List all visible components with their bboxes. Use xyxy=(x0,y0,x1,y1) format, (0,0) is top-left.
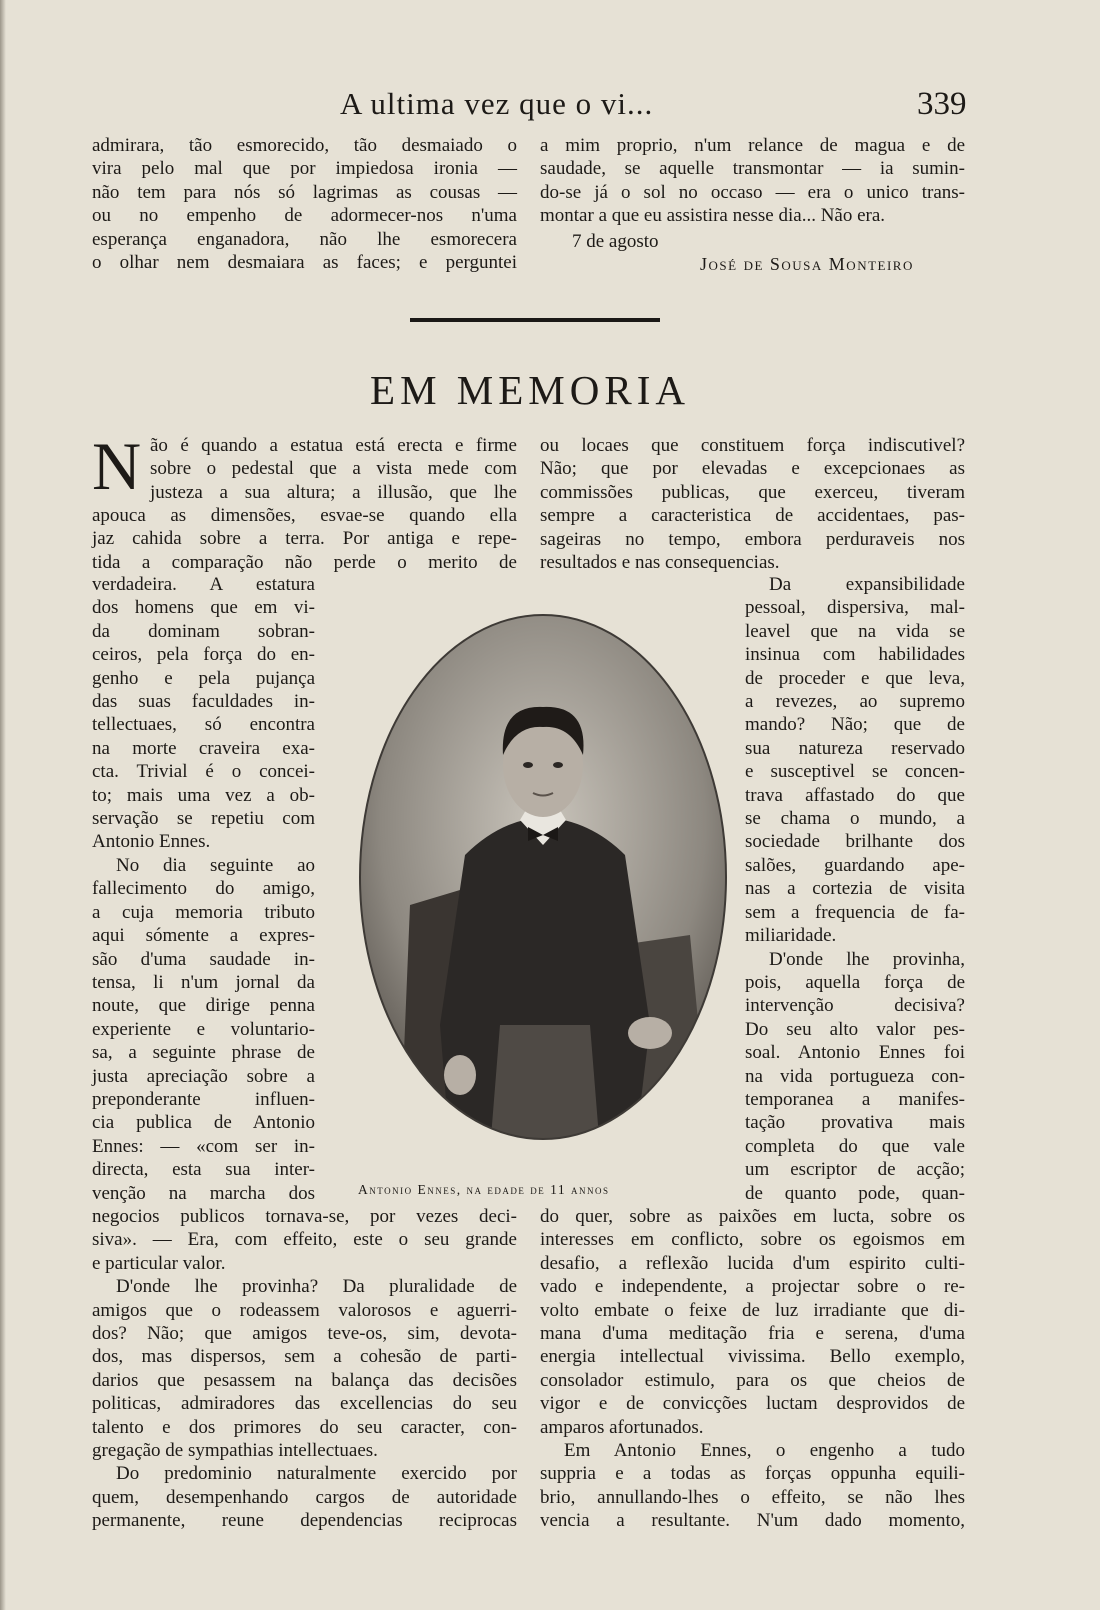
left-column-narrow-block xyxy=(92,573,315,1205)
intro-indented-lines xyxy=(150,434,517,504)
text-line: consolador estimulo, para os que cheios de xyxy=(540,1369,965,1391)
left-column-bottom-block xyxy=(92,1205,517,1533)
text-line: volto embate o feixe de luz irradiante que di- xyxy=(540,1299,965,1321)
text-line: commissões publicas, que exerceu, tiveram xyxy=(540,481,965,503)
text-line: preponderante influen- xyxy=(92,1088,315,1110)
text-line: cia publica de Antonio xyxy=(92,1112,315,1134)
prev-article-left-column xyxy=(92,134,517,274)
right-column-narrow-block xyxy=(745,573,965,1205)
text-line: directa, esta sua inter- xyxy=(92,1159,315,1181)
text-line: na morte craveira exa- xyxy=(92,737,315,759)
text-line: resultados e nas consequencias. xyxy=(540,552,780,574)
author-signature: José de Sousa Monteiro xyxy=(700,254,914,274)
page-binding-edge xyxy=(0,0,6,1610)
text-line: sociedade brilhante dos xyxy=(745,831,965,853)
text-line: pessoal, dispersiva, mal- xyxy=(745,597,965,619)
text-line: venção na marcha dos xyxy=(92,1182,315,1204)
text-line: leavel que na vida se xyxy=(745,620,965,642)
text-line: Do seu alto valor pes- xyxy=(745,1018,965,1040)
text-line: energia intellectual vivissima. Bello exemplo, xyxy=(540,1346,965,1368)
text-line: ou locaes que constituem força indiscutivel? xyxy=(540,435,965,456)
text-line: aqui sómente a expres- xyxy=(92,925,315,947)
text-line: No dia seguinte ao xyxy=(116,854,315,876)
text-line: do-se já o sol no occaso — era o unico trans- xyxy=(540,181,965,203)
running-header-title: A ultima vez que o vi... xyxy=(340,86,654,121)
text-line: servação se repetiu com xyxy=(92,808,315,830)
text-line: Do predominio naturalmente exercido por xyxy=(116,1463,517,1485)
left-column-wide-block xyxy=(92,504,517,574)
text-line: cta. Trivial é o concei- xyxy=(92,761,315,783)
text-line: vira pelo mal que por impiedosa ironia — xyxy=(92,158,517,180)
text-line: completa do que vale xyxy=(745,1135,965,1157)
text-line: experiente e voluntario- xyxy=(92,1018,315,1040)
text-line: do quer, sobre as paixões em lucta, sobre os xyxy=(540,1206,965,1227)
text-line: Não; que por elevadas e excepcionaes as xyxy=(540,458,965,480)
text-line: trava affastado do que xyxy=(745,784,965,806)
text-line: sageiras no tempo, embora perduraveis nos xyxy=(540,528,965,550)
text-line: desafio, a reflexão lucida d'um espirito culti- xyxy=(540,1252,965,1274)
right-column-bottom-block xyxy=(540,1205,965,1533)
text-line: pois, aquella força de xyxy=(745,971,965,993)
section-divider-rule xyxy=(410,318,660,322)
text-line: Em Antonio Ennes, o engenho a tudo xyxy=(564,1440,965,1462)
portrait-caption: Antonio Ennes, na edade de 11 annos xyxy=(358,1182,610,1197)
text-line: jaz cahida sobre a terra. Por antiga e repe- xyxy=(92,528,517,550)
text-line: siva». — Era, com effeito, este o seu grande xyxy=(92,1229,517,1251)
text-line: negocios publicos tornava-se, por vezes deci- xyxy=(92,1206,517,1227)
text-line: Ennes: — «com ser in- xyxy=(92,1135,315,1157)
text-line: to; mais uma vez a ob- xyxy=(92,784,315,806)
article-title: EM MEMORIA xyxy=(370,367,690,413)
text-line: amparos afortunados. xyxy=(540,1416,704,1438)
text-line: tellectuaes, só encontra xyxy=(92,714,315,736)
text-line: de proceder e que leva, xyxy=(745,667,965,689)
text-line: sua natureza reservado xyxy=(745,737,965,759)
text-line: dos? Não; que amigos teve-os, sim, devota- xyxy=(92,1323,517,1345)
text-line: não tem para nós só lagrimas as cousas — xyxy=(92,181,517,203)
text-line: justeza a sua altura; a illusão, que lhe xyxy=(150,481,517,503)
text-line: politicas, admiradores das excellencias do seu xyxy=(92,1393,517,1415)
text-line: talento e dos primores do seu caracter, con- xyxy=(92,1416,517,1438)
text-line: tação provativa mais xyxy=(745,1112,965,1134)
text-line: a cuja memoria tributo xyxy=(92,901,315,923)
text-line: temporanea a manifes- xyxy=(745,1088,965,1110)
text-line: quem, desempenhando cargos de autoridade xyxy=(92,1486,517,1508)
text-line: ão é quando a estatua está erecta e firme xyxy=(150,435,517,456)
text-line: Da expansibilidade xyxy=(769,574,965,595)
text-line: se chama o mundo, a xyxy=(745,808,965,830)
text-line: dos homens que em vi- xyxy=(92,597,315,619)
text-line: admirara, tão esmorecido, tão desmaiado o xyxy=(92,135,517,156)
text-line: sem a frequencia de fa- xyxy=(745,901,965,923)
text-line: miliaridade. xyxy=(745,925,837,947)
text-line: e particular valor. xyxy=(92,1252,226,1274)
text-line: brio, annullando-lhes o effeito, se não lhes xyxy=(540,1486,965,1508)
text-line: mando? Não; que de xyxy=(745,714,965,736)
text-line: genho e pela pujança xyxy=(92,667,315,689)
article-date: 7 de agosto xyxy=(572,231,659,252)
text-line: sa, a seguinte phrase de xyxy=(92,1042,315,1064)
text-line: sempre a caracteristica de accidentaes, pas- xyxy=(540,505,965,527)
text-line: de quanto pode, quan- xyxy=(745,1182,965,1204)
text-line: interesses em conflicto, sobre os egoismos em xyxy=(540,1229,965,1251)
portrait-photo xyxy=(350,605,736,1150)
drop-cap: N xyxy=(92,428,142,504)
text-line: D'onde lhe provinha? Da pluralidade de xyxy=(116,1276,517,1298)
text-line: Antonio Ennes. xyxy=(92,831,211,853)
text-line: sobre o pedestal que a vista mede com xyxy=(150,458,517,480)
text-line: dos, mas dispersos, sem a cohesão de parti- xyxy=(92,1346,517,1368)
text-line: salões, guardando ape- xyxy=(745,854,965,876)
text-line: ou no empenho de adormecer-nos n'uma xyxy=(92,205,517,227)
text-line: D'onde lhe provinha, xyxy=(769,948,965,970)
text-line: o olhar nem desmaiara as faces; e perguntei xyxy=(92,252,517,274)
text-line: apouca as dimensões, esvae-se quando ella xyxy=(92,505,517,526)
right-column-wide-block xyxy=(540,434,965,574)
text-line: são d'uma saudade in- xyxy=(92,948,315,970)
text-line: um escriptor de acção; xyxy=(745,1159,965,1181)
text-line: intervenção decisiva? xyxy=(745,995,965,1017)
text-line: tensa, li n'um jornal da xyxy=(92,971,315,993)
text-line: darios que pesassem na balança das decisões xyxy=(92,1369,517,1391)
text-line: soal. Antonio Ennes foi xyxy=(745,1042,965,1064)
text-line: nas a cortezia de visita xyxy=(745,878,965,900)
text-line: vencia a resultante. N'um dado momento, xyxy=(540,1510,965,1532)
text-line: esperança enganadora, não lhe esmorecera xyxy=(92,228,517,250)
text-line: a revezes, ao supremo xyxy=(745,691,965,713)
text-line: permanente, reune dependencias reciprocas xyxy=(92,1510,517,1532)
prev-article-right-column xyxy=(540,134,965,228)
text-line: na vida portugueza con- xyxy=(745,1065,965,1087)
text-line: verdadeira. A estatura xyxy=(92,574,315,595)
text-line: montar a que eu assistira nesse dia... Não era. xyxy=(540,205,886,227)
text-line: vigor e de convicções luctam desprovidos de xyxy=(540,1393,965,1415)
text-line: saudade, se aquelle transmontar — ia sumin- xyxy=(540,158,965,180)
text-line: suppria e a todas as forças oppunha equili- xyxy=(540,1463,965,1485)
text-line: amigos que o rodeassem valorosos e aguerri- xyxy=(92,1299,517,1321)
text-line: vado e independente, a projectar sobre o re- xyxy=(540,1276,965,1298)
text-line: da dominam sobran- xyxy=(92,620,315,642)
text-line: insinua com habilidades xyxy=(745,644,965,666)
text-line: das suas faculdades in- xyxy=(92,691,315,713)
text-line: ceiros, pela força do en- xyxy=(92,644,315,666)
text-line: e susceptivel se concen- xyxy=(745,761,965,783)
text-line: gregação de sympathias intellectuaes. xyxy=(92,1440,378,1462)
text-line: justa apreciação sobre a xyxy=(92,1065,315,1087)
text-line: noute, que dirige penna xyxy=(92,995,315,1017)
text-line: fallecimento do amigo, xyxy=(92,878,315,900)
page-number: 339 xyxy=(917,86,967,122)
text-line: mana d'uma meditação fria e serena, d'uma xyxy=(540,1323,965,1345)
text-line: tida a comparação não perde o merito de xyxy=(92,551,517,573)
text-line: a mim proprio, n'um relance de magua e de xyxy=(540,135,965,156)
